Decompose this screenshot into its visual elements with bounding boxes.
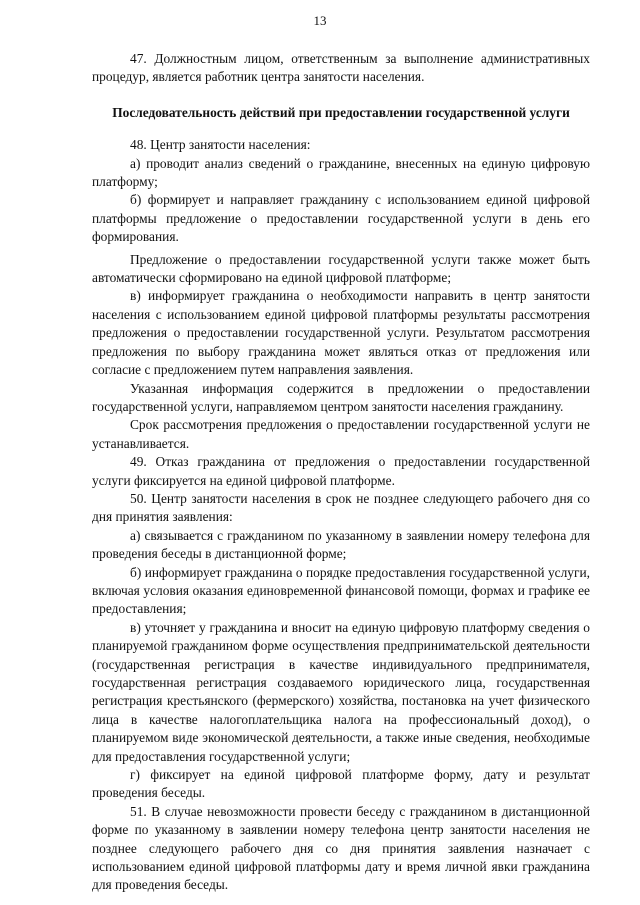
paragraph-50: 50. Центр занятости населения в срок не позднее следующего рабочего дня со дня принятия заявления: (92, 490, 590, 525)
paragraph-50-b: б) информирует гражданина о порядке предоставления государственной услуги, включая условия оказания единовременной финансовой помощи, формах и графике ее предоставления; (92, 564, 590, 617)
paragraph-48-info: Указанная информация содержится в предложении о предоставлении государственной услуги, направляемом центром занятости населения гражданину. (92, 380, 590, 414)
paragraph-50-g: г) фиксирует на единой цифровой платформе форму, дату и результат проведения беседы. (92, 767, 590, 801)
paragraph-48-v: в) информирует гражданина о необходимости направить в центр занятости населения с использованием единой цифровой платформы результаты рассмотрения предложения о предоставлении государственной услуги. Результатом рассмотрения предложения по выбору гражданина может являться отказ от предложения или согласие с предложением путем направления заявления. (92, 288, 590, 378)
paragraph-47: 47. Должностным лицом, ответственным за выполнение административных процедур, является работник центра занятости населения. (92, 51, 590, 85)
paragraph-48-b-note: Предложение о предоставлении государственной услуги также может быть автоматически сформировано на единой цифровой платформе; (92, 251, 590, 286)
paragraph-50-a: а) связывается с гражданином по указанному в заявлении номеру телефона для проведения беседы в дистанционной форме; (92, 527, 590, 562)
document-body (92, 50, 590, 895)
paragraph-48-b: б) формирует и направляет гражданину с использованием единой цифровой платформы предложение о предоставлении государственной услуги в день его формирования. (92, 192, 590, 245)
paragraph-48: 48. Центр занятости населения: (130, 137, 311, 153)
paragraph-51: 51. В случае невозможности провести беседу с гражданином в дистанционной форме по указанному в заявлении номеру телефона центр занятости населения не позднее следующего рабочего дня со дня принятия заявления назначает с использованием единой цифровой платформы дату и время личной явки гражданина для проведения беседы. (92, 803, 590, 893)
paragraph-48-term: Срок рассмотрения предложения о предоставлении государственной услуги не устанавливается. (92, 417, 590, 451)
paragraph-48-a: а) проводит анализ сведений о гражданине, внесенных на единую цифровую платформу; (92, 155, 590, 190)
page-number: 13 (313, 13, 327, 28)
paragraph-50-v: в) уточняет у гражданина и вносит на единую цифровую платформу сведения о планируемой гражданином форме осуществления предпринимательской деятельности (государственная регистрация в качестве индивидуального предпринимателя, государственная регистрация создаваемого юридического лица, государственная регистрация крестьянского (фермерского) хозяйства, постановка на учет физического лица в качестве налогоплательщика налога на профессиональный доход), о планируемом виде экономической деятельности, а также иные сведения, необходимые для предоставления государственной услуги; (92, 619, 590, 764)
paragraph-49: 49. Отказ гражданина от предложения о предоставлении государственной услуги фиксируется на единой цифровой платформе. (92, 454, 590, 488)
section-heading: Последовательность действий при предоставлении государственной услуги (112, 104, 570, 120)
